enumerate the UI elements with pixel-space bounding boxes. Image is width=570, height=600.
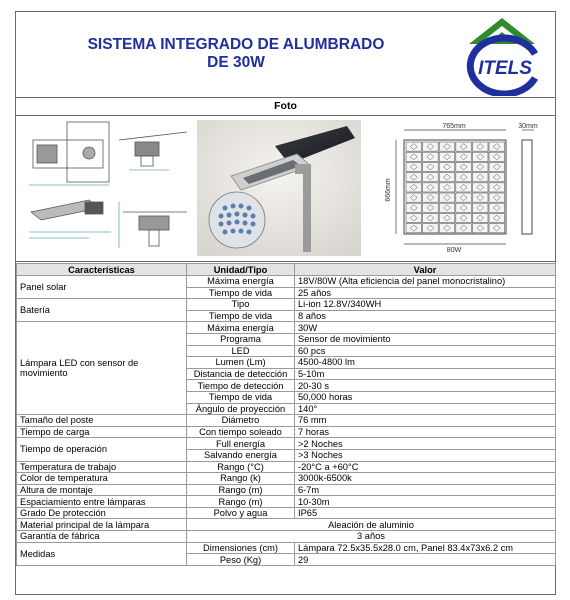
table-row: [17, 299, 556, 311]
panel-height-label: 666mm: [385, 178, 392, 202]
row-unit-type: Full energía: [187, 438, 295, 450]
row-characteristic: Altura de montaje: [17, 484, 187, 496]
row-characteristic: Garantía de fábrica: [17, 531, 187, 543]
table-row: [17, 484, 556, 496]
table-row: [17, 542, 556, 554]
row-unit-type: Peso (Kg): [187, 554, 295, 566]
table-row: [17, 531, 556, 543]
photo-section-label: Foto: [16, 98, 555, 116]
row-value: 10-30m: [295, 496, 556, 508]
table-row: [17, 276, 556, 288]
row-value: IP65: [295, 507, 556, 519]
row-characteristic: Color de temperatura: [17, 473, 187, 485]
table-row: [17, 519, 556, 531]
row-unit-type: Dimensiones (cm): [187, 542, 295, 554]
panel-power-label: 80W: [446, 247, 462, 254]
row-unit-type: Rango (k): [187, 473, 295, 485]
solar-panel-drawing: [368, 120, 550, 256]
row-unit-type: Diámetro: [187, 415, 295, 427]
row-value-merged: Aleación de aluminio: [187, 519, 556, 531]
photo-section: [16, 116, 555, 262]
row-value: Lámpara 72.5x35.5x28.0 cm, Panel 83.4x73x6.2 cm: [295, 542, 556, 554]
logo-wordmark: ITELS: [478, 58, 532, 79]
row-value: 60 pcs: [295, 345, 556, 357]
sheet-header: [16, 12, 555, 98]
row-characteristic: Batería: [17, 299, 187, 322]
row-characteristic: Tiempo de operación: [17, 438, 187, 461]
row-value: 30W: [295, 322, 556, 334]
row-unit-type: Tiempo de vida: [187, 391, 295, 403]
row-unit-type: Tiempo de vida: [187, 287, 295, 299]
header-unidad-tipo: Unidad/Tipo: [187, 264, 295, 276]
header-caracteristicas: Características: [17, 264, 187, 276]
solar-cell-grid: [406, 142, 505, 233]
row-value: 76 mm: [295, 415, 556, 427]
row-value: 140°: [295, 403, 556, 415]
row-value: -20°C a +60°C: [295, 461, 556, 473]
row-value: >2 Noches: [295, 438, 556, 450]
row-unit-type: Máxima energía: [187, 322, 295, 334]
row-unit-type: Con tiempo soleado: [187, 426, 295, 438]
row-characteristic: Panel solar: [17, 276, 187, 299]
row-unit-type: Máxima energía: [187, 276, 295, 288]
row-characteristic: Grado De protección: [17, 507, 187, 519]
table-row: [17, 496, 556, 508]
table-row: [17, 415, 556, 427]
table-header-row: [17, 264, 556, 276]
row-characteristic: Espaciamiento entre lámparas: [17, 496, 187, 508]
title-line-1: SISTEMA INTEGRADO DE ALUMBRADO: [87, 36, 385, 53]
row-unit-type: Distancia de detección: [187, 368, 295, 380]
row-value: 4500-4800 lm: [295, 357, 556, 369]
table-row: [17, 461, 556, 473]
row-value: Li-ion 12.8V/340WH: [295, 299, 556, 311]
row-value: 7 horas: [295, 426, 556, 438]
table-row: [17, 507, 556, 519]
row-unit-type: Ángulo de proyección: [187, 403, 295, 415]
row-value: >3 Noches: [295, 449, 556, 461]
row-value: 3000k-6500k: [295, 473, 556, 485]
lamp-product-photo: [197, 120, 361, 256]
row-value: 25 años: [295, 287, 556, 299]
row-value: Sensor de movimiento: [295, 333, 556, 345]
row-characteristic: Material principal de la lámpara: [17, 519, 187, 531]
row-characteristic: Tamaño del poste: [17, 415, 187, 427]
panel-width-label: 765mm: [442, 123, 466, 130]
row-value: 8 años: [295, 310, 556, 322]
row-value-merged: 3 años: [187, 531, 556, 543]
row-unit-type: Programa: [187, 333, 295, 345]
table-row: [17, 473, 556, 485]
table-row: [17, 322, 556, 334]
row-value: 5-10m: [295, 368, 556, 380]
row-unit-type: Salvando energía: [187, 449, 295, 461]
row-unit-type: Tiempo de vida: [187, 310, 295, 322]
spec-sheet: [15, 11, 556, 595]
page-title: [46, 36, 426, 72]
row-value: 6-7m: [295, 484, 556, 496]
row-value: 29: [295, 554, 556, 566]
header-valor: Valor: [295, 264, 556, 276]
row-unit-type: Tipo: [187, 299, 295, 311]
itels-logo: [461, 14, 543, 96]
row-unit-type: LED: [187, 345, 295, 357]
panel-depth-label: 30mm: [518, 123, 538, 130]
row-unit-type: Polvo y agua: [187, 507, 295, 519]
row-characteristic: Temperatura de trabajo: [17, 461, 187, 473]
row-unit-type: Rango (m): [187, 496, 295, 508]
row-value: 18V/80W (Alta eficiencia del panel monocristalino): [295, 276, 556, 288]
row-unit-type: Lumen (Lm): [187, 357, 295, 369]
row-characteristic: Medidas: [17, 542, 187, 565]
specifications-table: [16, 263, 556, 566]
title-line-2: DE 30W: [207, 54, 265, 71]
row-value: 20-30 s: [295, 380, 556, 392]
row-unit-type: Rango (m): [187, 484, 295, 496]
row-characteristic: Lámpara LED con sensor de movimiento: [17, 322, 187, 415]
table-row: [17, 438, 556, 450]
row-unit-type: Rango (°C): [187, 461, 295, 473]
row-value: 50,000 horas: [295, 391, 556, 403]
table-row: [17, 426, 556, 438]
lamp-technical-drawing: [19, 120, 197, 256]
row-unit-type: Tiempo de detección: [187, 380, 295, 392]
row-characteristic: Tiempo de carga: [17, 426, 187, 438]
